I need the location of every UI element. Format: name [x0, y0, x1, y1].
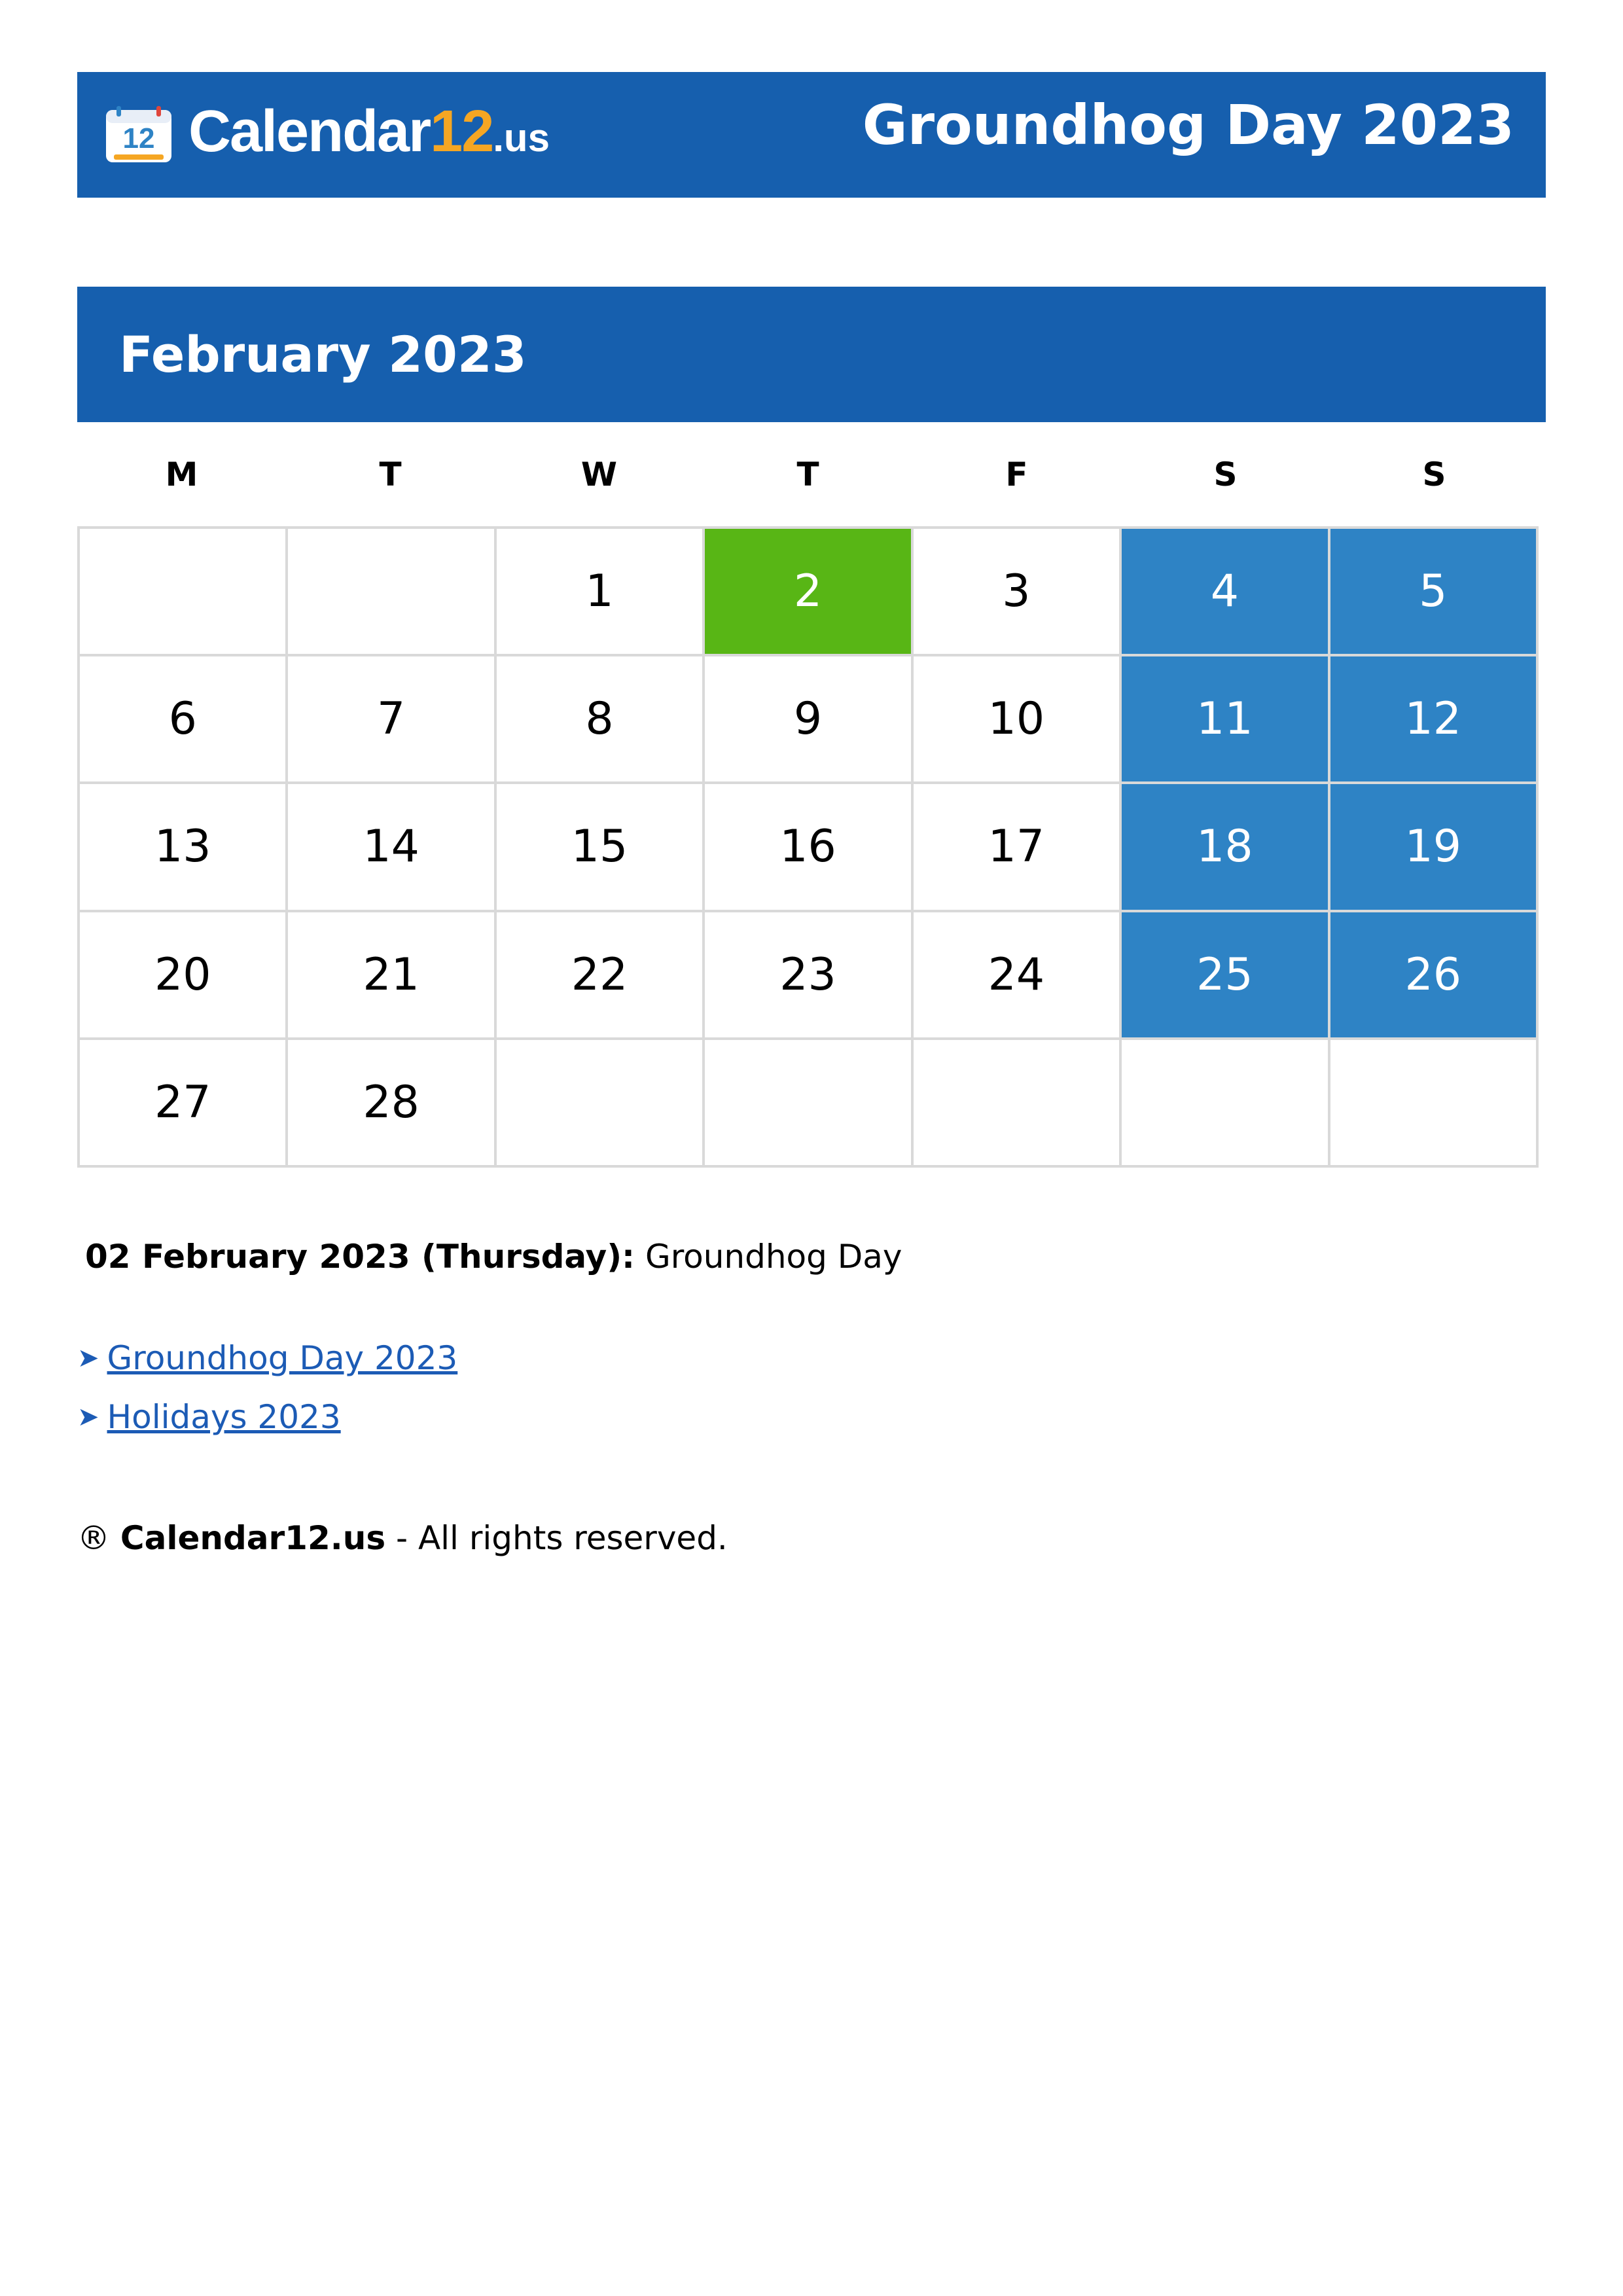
logo-prefix: Calendar — [188, 99, 431, 164]
day-cell — [705, 1040, 913, 1168]
logo-icon-number: 12 — [122, 122, 155, 154]
logo-number: 12 — [430, 99, 493, 164]
footer-text: - All rights reserved. — [396, 1519, 728, 1557]
day-cell-weekend[interactable]: 4 — [1122, 529, 1330, 656]
day-cell[interactable]: 24 — [914, 912, 1122, 1040]
day-cell-weekend[interactable]: 11 — [1122, 656, 1330, 784]
day-cell-weekend[interactable]: 5 — [1330, 529, 1539, 656]
day-cell[interactable]: 9 — [705, 656, 913, 784]
day-cell — [1122, 1040, 1330, 1168]
day-cell[interactable]: 1 — [497, 529, 705, 656]
calendar-grid — [77, 526, 1539, 1168]
day-cell[interactable]: 6 — [80, 656, 288, 784]
day-cell[interactable]: 16 — [705, 784, 913, 912]
weekday-label: W — [580, 456, 618, 493]
holiday-date: 02 February 2023 (Thursday): — [85, 1238, 635, 1276]
footer — [77, 1512, 728, 1564]
calendar-logo-icon — [105, 106, 173, 164]
holiday-name: Groundhog Day — [645, 1238, 902, 1276]
weekday-header-row — [77, 445, 1539, 504]
day-cell[interactable]: 22 — [497, 912, 705, 1040]
day-cell[interactable]: 20 — [80, 912, 288, 1040]
link-row — [77, 1329, 457, 1388]
page-title: Groundhog Day 2023 — [862, 93, 1514, 157]
day-cell[interactable]: 28 — [288, 1040, 496, 1168]
weekday-label: T — [379, 456, 402, 493]
day-cell[interactable]: 14 — [288, 784, 496, 912]
holidays-link[interactable]: Holidays 2023 — [107, 1398, 341, 1436]
day-cell-weekend[interactable]: 19 — [1330, 784, 1539, 912]
day-cell — [288, 529, 496, 656]
day-cell[interactable]: 10 — [914, 656, 1122, 784]
weekday-label: F — [1005, 456, 1028, 493]
logo-suffix: .us — [493, 116, 550, 160]
day-cell[interactable]: 15 — [497, 784, 705, 912]
arrow-right-icon: ➤ — [77, 1402, 99, 1432]
holiday-description — [85, 1230, 902, 1283]
day-cell-weekend[interactable]: 18 — [1122, 784, 1330, 912]
day-cell[interactable]: 17 — [914, 784, 1122, 912]
day-cell-weekend[interactable]: 26 — [1330, 912, 1539, 1040]
weekday-label: S — [1422, 456, 1446, 493]
day-cell — [1330, 1040, 1539, 1168]
day-cell[interactable]: 27 — [80, 1040, 288, 1168]
registered-symbol: ® — [77, 1519, 110, 1557]
logo-wordmark — [188, 99, 550, 171]
month-title: February 2023 — [119, 325, 527, 384]
arrow-right-icon: ➤ — [77, 1343, 99, 1373]
day-cell — [80, 529, 288, 656]
day-cell[interactable]: 3 — [914, 529, 1122, 656]
site-header — [77, 72, 1546, 198]
day-cell-weekend[interactable]: 12 — [1330, 656, 1539, 784]
day-cell — [497, 1040, 705, 1168]
related-links — [77, 1329, 457, 1446]
day-cell[interactable]: 23 — [705, 912, 913, 1040]
day-cell-weekend[interactable]: 25 — [1122, 912, 1330, 1040]
day-cell[interactable]: 7 — [288, 656, 496, 784]
weekday-label: T — [796, 456, 819, 493]
day-cell[interactable]: 13 — [80, 784, 288, 912]
day-cell — [914, 1040, 1122, 1168]
site-logo[interactable] — [105, 99, 550, 168]
day-cell[interactable]: 21 — [288, 912, 496, 1040]
month-header — [77, 287, 1546, 422]
weekday-label: S — [1213, 456, 1238, 493]
weekday-label: M — [165, 456, 198, 493]
link-row — [77, 1388, 457, 1446]
day-cell[interactable]: 8 — [497, 656, 705, 784]
day-cell-holiday[interactable]: 2 — [705, 529, 913, 656]
footer-brand: Calendar12.us — [120, 1519, 386, 1557]
groundhog-day-link[interactable]: Groundhog Day 2023 — [107, 1339, 458, 1377]
